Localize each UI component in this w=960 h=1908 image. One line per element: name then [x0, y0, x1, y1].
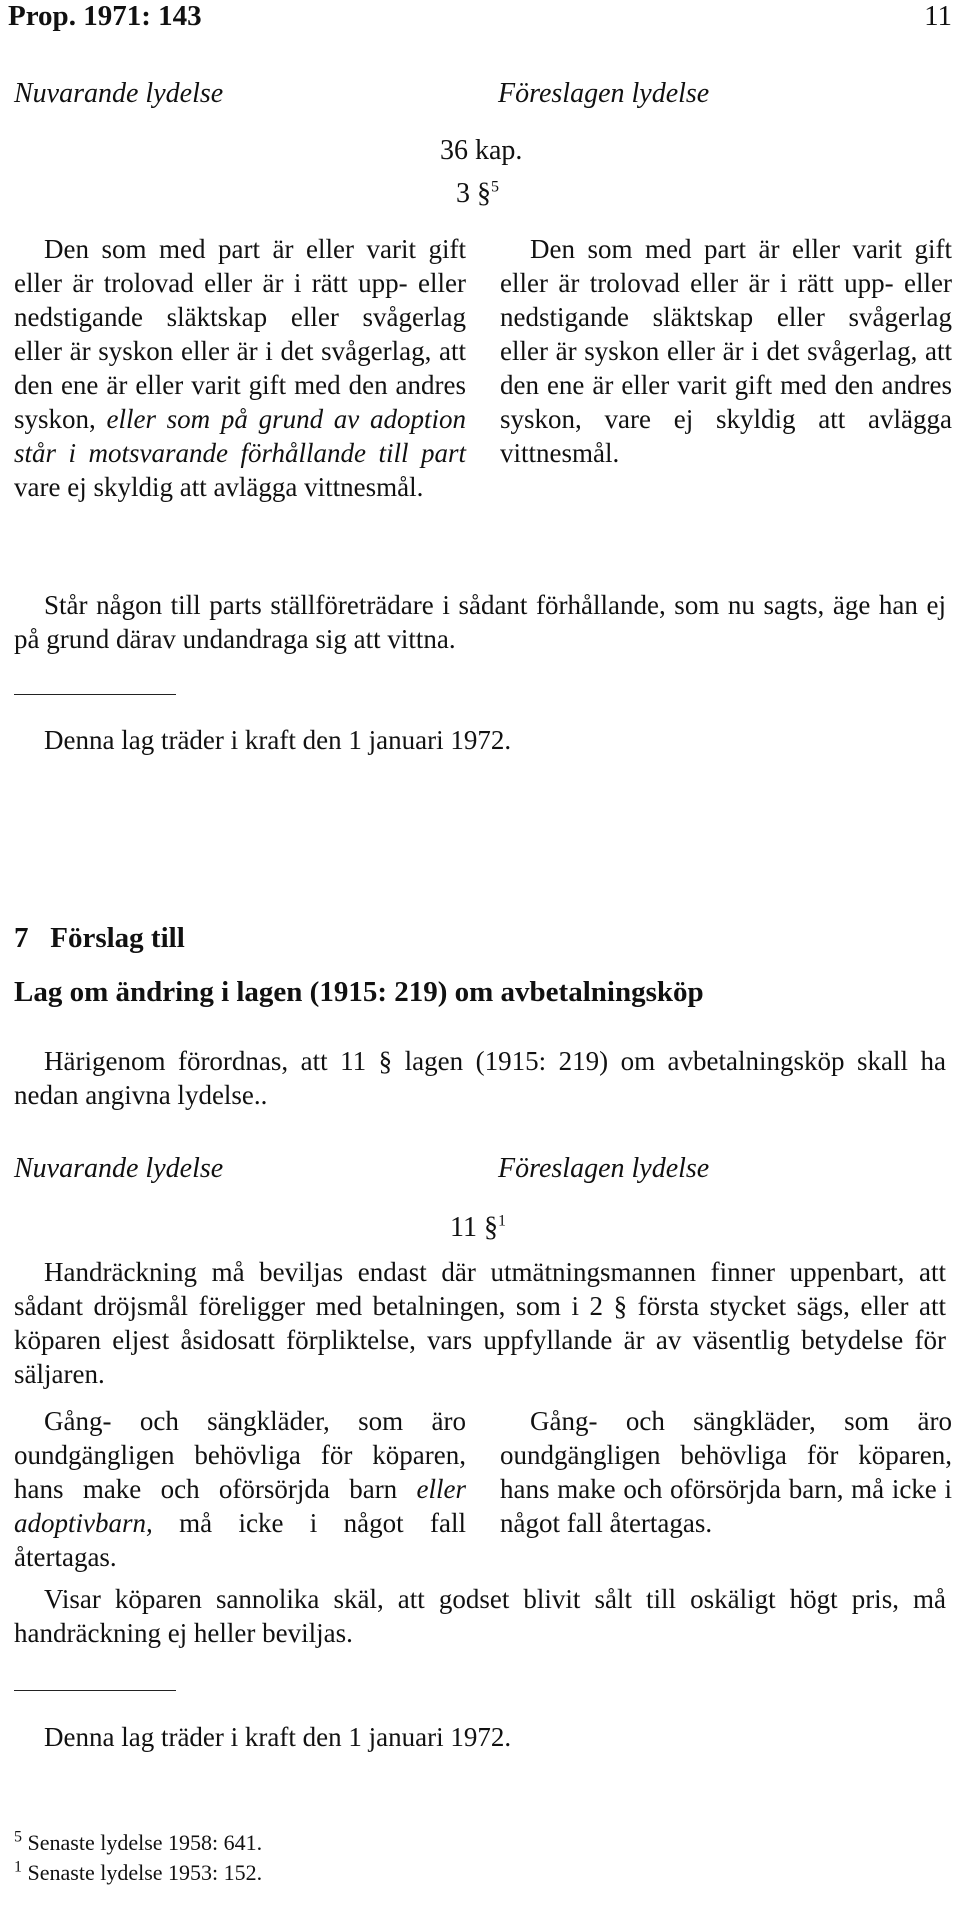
- full-width-paragraph: Står någon till parts ställföreträdare i sådant förhållande, som nu sagts, äge han ej på grund därav undandraga sig att vittna.: [14, 590, 946, 654]
- paragraph-number: 3 §$^5$: [456, 178, 499, 209]
- current-wording-paragraph-2: Gång- och sängkläder, som äro oundgängligen behövliga för köparen, hans make och oförsörjda barn eller adoptivbarn, må icke i något fall återtagas.: [14, 1406, 466, 1572]
- footnote-1: $^1$ Senaste lydelse 1953: 152.: [14, 1858, 263, 1885]
- proposed-wording-paragraph: Den som med part är eller varit gift eller är trolovad eller är i rätt upp- eller nedstigande släktskap eller svågerlag eller är syskon eller är i det svågerlag, att den ene är eller varit gift med den andres syskon, vare ej skyldig att avlägga vittnesmål.: [500, 234, 952, 468]
- column-heading-proposed: Föreslagen lydelse: [498, 78, 710, 109]
- law-title: Lag om ändring i lagen (1915: 219) om avbetalningsköp: [14, 976, 704, 1008]
- page-header-left: Prop. 1971: 143: [8, 0, 202, 32]
- handrackning-paragraph: Handräckning må beviljas endast där utmätningsmannen finner uppenbart, att sådant dröjsmål föreligger med betalningen, som i 2 § första stycket sägs, eller att köparen eljest åsidosatt förpliktelse, vars uppfyllande är av väsentlig betydelse för säljaren.: [14, 1257, 946, 1389]
- column-heading-proposed-2: Föreslagen lydelse: [498, 1153, 710, 1184]
- footnote-5: $^5$ Senaste lydelse 1958: 641.: [14, 1828, 263, 1855]
- separator-rule-2: [14, 1690, 176, 1691]
- paragraph-number-2: 11 §$^1$: [450, 1212, 506, 1243]
- proposal-heading: 7 Förslag till: [14, 922, 185, 954]
- sale-price-paragraph: Visar köparen sannolika skäl, att godset blivit sålt till oskäligt högt pris, må handräckning ej heller beviljas.: [14, 1584, 946, 1648]
- separator-rule: [14, 694, 176, 695]
- chapter-label: 36 kap.: [440, 135, 523, 166]
- proposed-wording-paragraph-2: Gång- och sängkläder, som äro oundgängligen behövliga för köparen, hans make och oförsörjda barn, må icke i något fall återtagas.: [500, 1406, 952, 1538]
- effective-date: Denna lag träder i kraft den 1 januari 1972.: [44, 725, 512, 755]
- effective-date-2: Denna lag träder i kraft den 1 januari 1972.: [44, 1722, 512, 1752]
- page-number: 11: [924, 0, 952, 32]
- intro-paragraph: Härigenom förordnas, att 11 § lagen (1915: 219) om avbetalningsköp skall ha nedan angivna lydelse..: [14, 1046, 946, 1110]
- column-heading-current-2: Nuvarande lydelse: [14, 1153, 224, 1184]
- current-wording-paragraph: Den som med part är eller varit gift eller är trolovad eller är i rätt upp- eller nedstigande släktskap eller svågerlag eller är syskon eller är i det svågerlag, att den ene är eller varit gift med den andres syskon, eller som på grund av adoption står i motsvarande förhållande till part vare ej skyldig att avlägga vittnesmål.: [14, 234, 467, 502]
- column-heading-current: Nuvarande lydelse: [14, 78, 224, 109]
